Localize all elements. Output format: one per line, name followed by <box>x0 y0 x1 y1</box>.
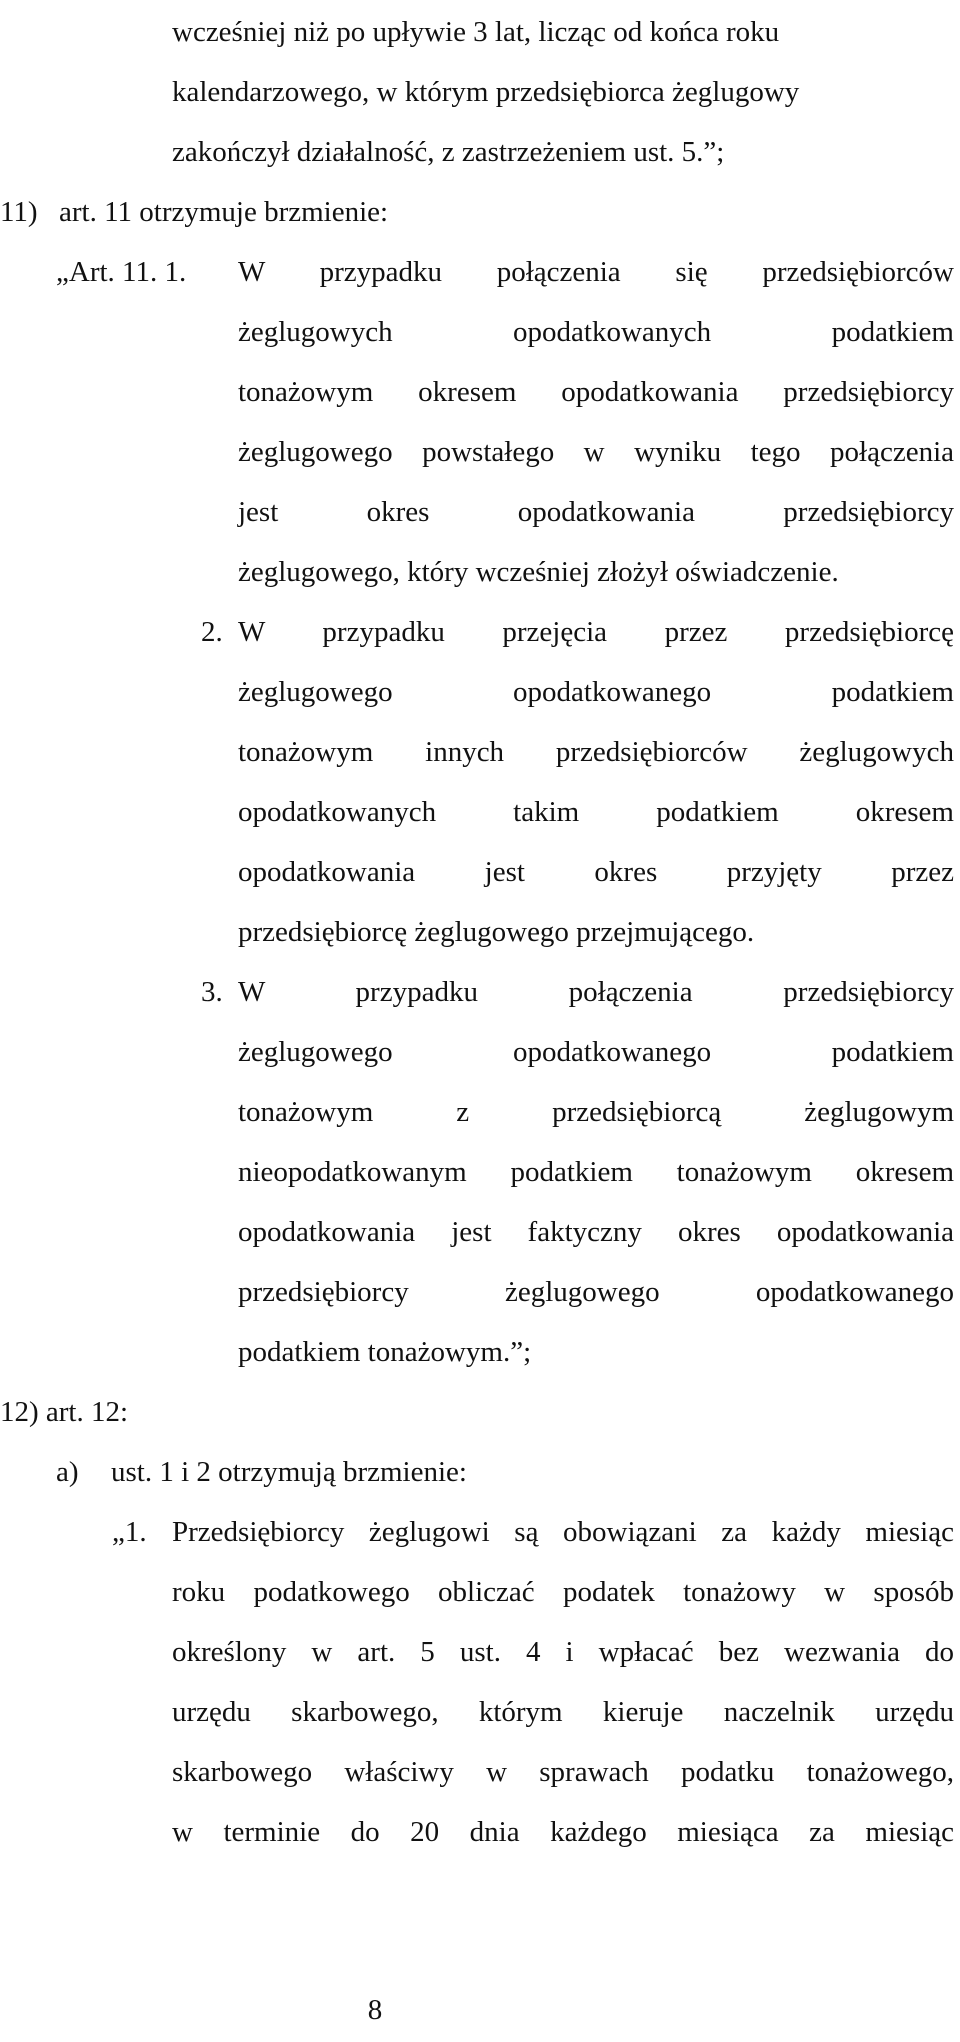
item-12a-text: ust. 1 i 2 otrzymują brzmienie: <box>111 1456 467 1488</box>
continuation-line-1: wcześniej niż po upływie 3 lat, licząc od końca roku <box>172 16 780 48</box>
ust1-line-5: skarbowego właściwy w sprawach podatku tonażowego, <box>172 1756 954 1788</box>
continuation-line-3: zakończył działalność, z zastrzeżeniem ust. 5.”; <box>172 136 725 168</box>
ust1-line-1: Przedsiębiorcy żeglugowi są obowiązani za każdy miesiąc <box>172 1516 954 1548</box>
art11-p2-line-5: opodatkowania jest okres przyjęty przez <box>238 856 954 888</box>
art11-p1-line-5: jest okres opodatkowania przedsiębiorcy <box>238 496 954 528</box>
ust1-line-3: określony w art. 5 ust. 4 i wpłacać bez wezwania do <box>172 1636 954 1668</box>
item-12a-letter: a) <box>56 1456 79 1488</box>
art11-p3-line-1: W przypadku połączenia przedsiębiorcy <box>238 976 954 1008</box>
art11-p2-line-4: opodatkowanych takim podatkiem okresem <box>238 796 954 828</box>
item-12-heading: 12) art. 12: <box>0 1396 129 1428</box>
item-11-number: 11) <box>0 196 38 228</box>
item-11-text: art. 11 otrzymuje brzmienie: <box>59 196 389 228</box>
art11-p3-line-5: opodatkowania jest faktyczny okres opodatkowania <box>238 1216 954 1248</box>
art11-p3-line-4: nieopodatkowanym podatkiem tonażowym okresem <box>238 1156 954 1188</box>
page-number: 8 <box>367 1994 383 2026</box>
ust1-line-6: w terminie do 20 dnia każdego miesiąca za miesiąc <box>172 1816 954 1848</box>
art11-p1-line-4: żeglugowego powstałego w wyniku tego połączenia <box>238 436 954 468</box>
continuation-line-2: kalendarzowego, w którym przedsiębiorca żeglugowy <box>172 76 800 108</box>
art11-p2-number: 2. <box>201 616 223 648</box>
art11-p3-line-3: tonażowym z przedsiębiorcą żeglugowym <box>238 1096 954 1128</box>
art11-p1-line-2: żeglugowych opodatkowanych podatkiem <box>238 316 954 348</box>
art11-p2-line-3: tonażowym innych przedsiębiorców żeglugowych <box>238 736 954 768</box>
art11-p2-line-2: żeglugowego opodatkowanego podatkiem <box>238 676 954 708</box>
art11-p1-line-3: tonażowym okresem opodatkowania przedsiębiorcy <box>238 376 954 408</box>
art11-p2-line-6: przedsiębiorcę żeglugowego przejmującego. <box>238 916 755 948</box>
ust1-prefix: „1. <box>112 1516 147 1548</box>
art11-p1-line-1: W przypadku połączenia się przedsiębiorców <box>238 256 954 288</box>
art11-prefix: „Art. 11. 1. <box>56 256 187 288</box>
art11-p2-line-1: W przypadku przejęcia przez przedsiębiorcę <box>238 616 954 648</box>
art11-p3-line-7: podatkiem tonażowym.”; <box>238 1336 532 1368</box>
art11-p1-line-6: żeglugowego, który wcześniej złożył oświadczenie. <box>238 556 839 588</box>
art11-p3-number: 3. <box>201 976 223 1008</box>
art11-p3-line-6: przedsiębiorcy żeglugowego opodatkowanego <box>238 1276 954 1308</box>
ust1-line-2: roku podatkowego obliczać podatek tonażowy w sposób <box>172 1576 954 1608</box>
art11-p3-line-2: żeglugowego opodatkowanego podatkiem <box>238 1036 954 1068</box>
ust1-line-4: urzędu skarbowego, którym kieruje naczelnik urzędu <box>172 1696 954 1728</box>
